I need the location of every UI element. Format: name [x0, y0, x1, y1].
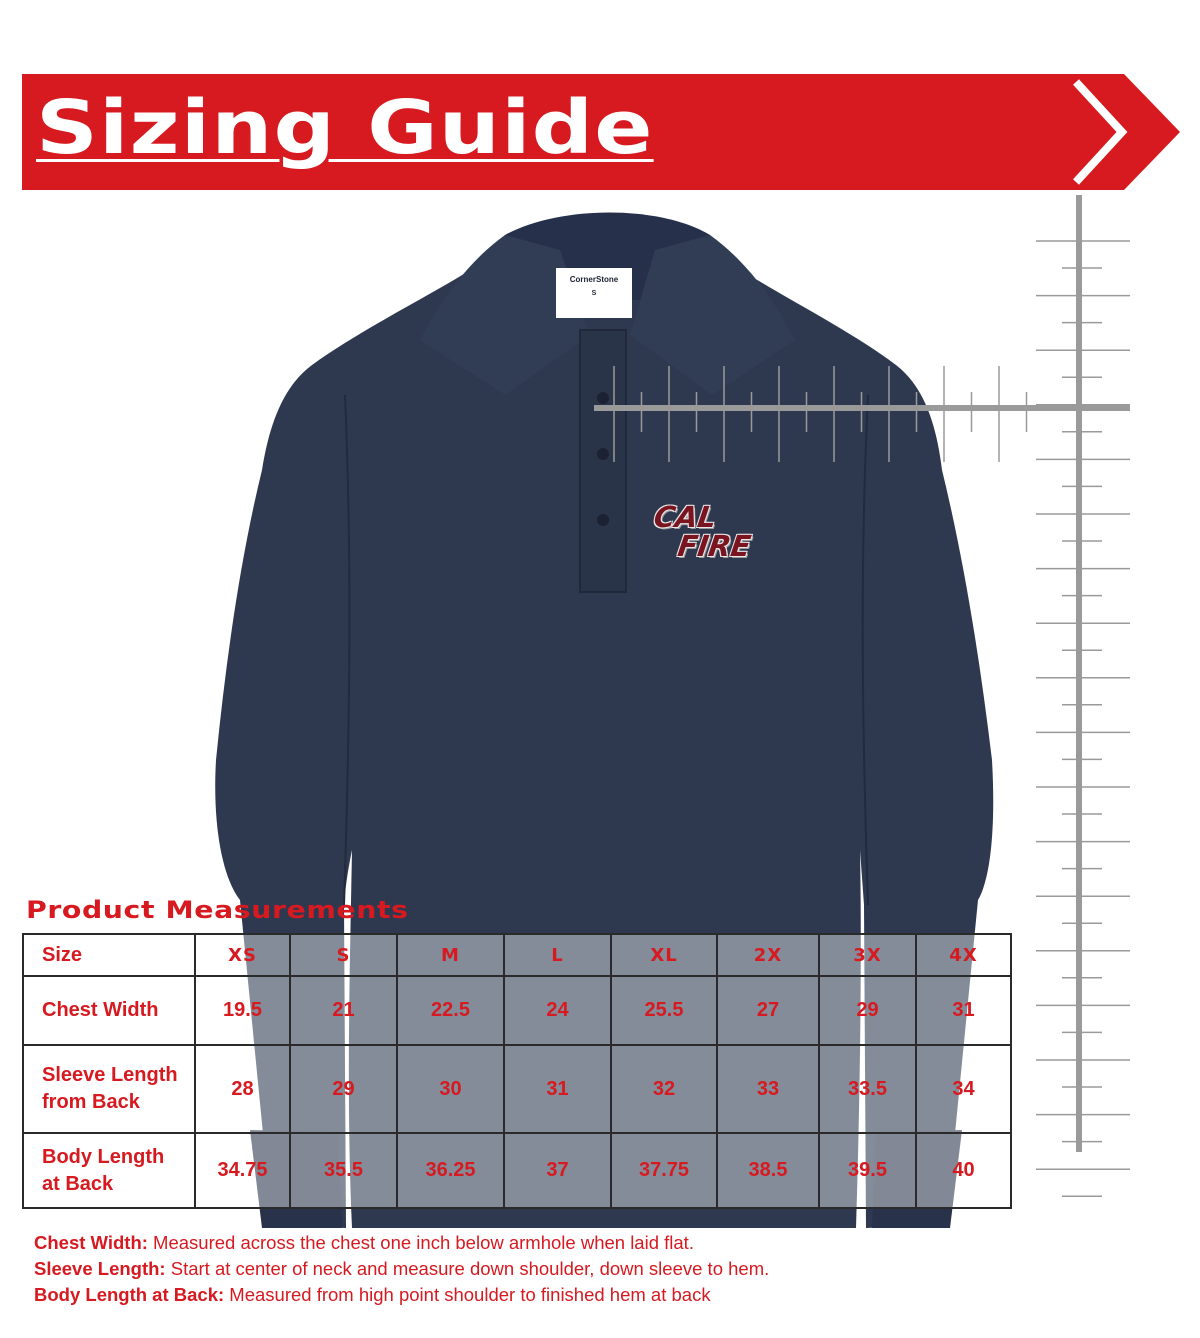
note-body-length [34, 1282, 769, 1308]
size-header-cell: M [397, 934, 504, 976]
size-header: Size [23, 934, 195, 976]
table-cell: 39.5 [819, 1133, 916, 1208]
emblem-line-1: CAL [651, 500, 719, 534]
table-cell: 19.5 [195, 976, 290, 1045]
table-cell: 33 [717, 1045, 819, 1133]
button-2 [597, 448, 609, 460]
row-label-line: at Back [42, 1172, 114, 1195]
table-cell: 38.5 [717, 1133, 819, 1208]
size-header-cell: L [504, 934, 611, 976]
note-text: Measured from high point shoulder to finished hem at back [224, 1284, 711, 1305]
page-title: Sizing Guide [36, 85, 654, 171]
row-label [23, 976, 195, 1045]
size-header-cell: 4X [916, 934, 1011, 976]
note-term: Body Length at Back: [34, 1284, 225, 1305]
button-1 [597, 392, 609, 404]
size-header-cell: 2X [717, 934, 819, 976]
measurement-notes [34, 1230, 769, 1308]
brand-name: CornerStone [569, 275, 619, 284]
row-label [23, 1133, 195, 1208]
table-cell: 37.75 [611, 1133, 717, 1208]
note-term: Chest Width: [34, 1232, 148, 1253]
note-term: Sleeve Length: [34, 1258, 166, 1279]
table-cell: 21 [290, 976, 397, 1045]
size-header-cell: XS [195, 934, 290, 976]
table-cell: 34.75 [195, 1133, 290, 1208]
table-cell: 35.5 [290, 1133, 397, 1208]
size-header-cell: S [290, 934, 397, 976]
placket [580, 330, 626, 592]
row-label-line: Body Length [42, 1145, 165, 1168]
table-row [23, 976, 1011, 1045]
emblem-line-2: FIRE [675, 529, 754, 563]
size-header-cell: XL [611, 934, 717, 976]
table-cell: 25.5 [611, 976, 717, 1045]
table-cell: 30 [397, 1045, 504, 1133]
ruler-vertical-ticks [1036, 241, 1130, 1196]
table-cell: 24 [504, 976, 611, 1045]
table-cell: 37 [504, 1133, 611, 1208]
measurements-title: Product Measurements [26, 896, 409, 924]
note-text: Measured across the chest one inch below armhole when laid flat. [147, 1232, 694, 1253]
cal-fire-emblem [648, 500, 757, 563]
note-text: Start at center of neck and measure down shoulder, down sleeve to hem. [165, 1258, 770, 1279]
table-cell: 32 [611, 1045, 717, 1133]
measurements-table [22, 933, 1012, 1209]
row-label-line: Chest Width [42, 999, 159, 1021]
neck-tag-label [560, 275, 628, 297]
tag-size: S [591, 290, 597, 297]
table-cell: 29 [819, 976, 916, 1045]
table-cell: 34 [916, 1045, 1011, 1133]
row-label [23, 1045, 195, 1133]
table-cell: 31 [916, 976, 1011, 1045]
row-label-line: from Back [42, 1091, 140, 1113]
size-header-cell: 3X [819, 934, 916, 976]
table-cell: 36.25 [397, 1133, 504, 1208]
table-cell: 22.5 [397, 976, 504, 1045]
note-chest-width [34, 1230, 769, 1256]
table-cell: 27 [717, 976, 819, 1045]
table-cell: 28 [195, 1045, 290, 1133]
table-cell: 33.5 [819, 1045, 916, 1133]
table-cell: 40 [916, 1133, 1011, 1208]
table-row [23, 1133, 1011, 1208]
table-header-row [23, 934, 1011, 976]
button-3 [597, 514, 609, 526]
table-row [23, 1045, 1011, 1133]
row-label-line: Sleeve Length [42, 1064, 178, 1086]
table-cell: 29 [290, 1045, 397, 1133]
note-sleeve-length [34, 1256, 769, 1282]
table-cell: 31 [504, 1045, 611, 1133]
